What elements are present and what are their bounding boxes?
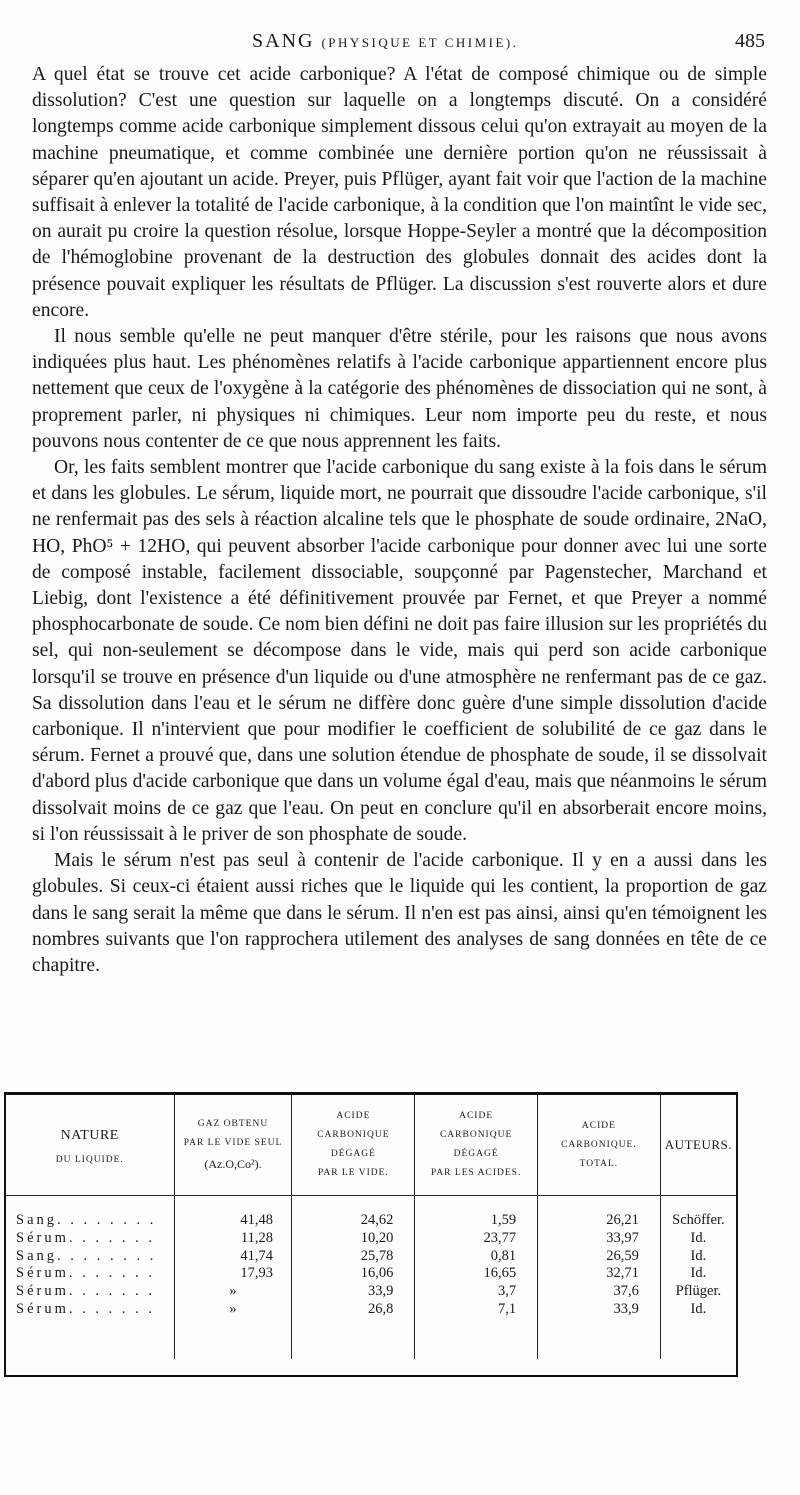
col-header-acide-vide	[292, 1095, 415, 1196]
running-title	[252, 30, 519, 53]
col-header-gaz	[174, 1095, 292, 1196]
header-text: AUTEURS.	[664, 1137, 732, 1152]
table-row	[6, 1283, 736, 1301]
cell-value: 1,59	[490, 1212, 517, 1228]
header-text: NATURE	[60, 1127, 119, 1143]
cell-value: 17,93	[240, 1265, 273, 1282]
paragraph-4: Mais le sérum n'est pas seul à contenir de l'acide carbonique. Il y en a aussi dans les globules. Si ceux-ci étaient aussi riches que le liquide qui les contient, la proportion de gaz dans le sang serait la même que dans le sérum. Il n'en est pas ainsi, ainsi qu'en témoignent les nombres suivants que l'on rapprochera utilement des analyses de sang données en tête de ce chapitre.	[32, 850, 767, 976]
cell-total	[537, 1301, 660, 1359]
cell-acides	[415, 1301, 538, 1359]
cell-nature: Sang. . . . . . . .	[16, 1247, 157, 1264]
header-text: ACIDE	[336, 1111, 371, 1121]
cell-value: 0,81	[490, 1247, 517, 1264]
cell-total	[537, 1283, 660, 1301]
cell-value: 16,65	[483, 1265, 517, 1282]
cell-acides	[415, 1283, 538, 1301]
header-text: DÉGAGÉ	[330, 1149, 376, 1159]
data-table	[6, 1095, 736, 1359]
cell-value: »	[229, 1283, 237, 1300]
body-text	[32, 62, 767, 979]
cell-value: 11,28	[240, 1229, 273, 1246]
cell-gaz	[174, 1230, 292, 1248]
cell-value: 25,78	[360, 1247, 394, 1264]
cell-value: 23,77	[483, 1229, 517, 1246]
page-number: 485	[735, 30, 765, 52]
header-text: DÉGAGÉ	[453, 1149, 499, 1159]
header-text: ACIDE	[459, 1111, 494, 1121]
cell-value: 24,62	[360, 1212, 394, 1228]
cell-gaz	[174, 1283, 292, 1301]
cell-acides	[415, 1196, 538, 1230]
cell-nature: Sérum. . . . . . .	[16, 1283, 155, 1300]
cell-value: 33,9	[613, 1300, 639, 1317]
cell-acides	[415, 1265, 538, 1283]
table-header-row	[6, 1095, 736, 1196]
running-header	[32, 26, 767, 62]
table-row	[6, 1230, 736, 1248]
cell-acides	[415, 1248, 538, 1266]
cell-total	[537, 1248, 660, 1266]
paragraph-2: Il nous semble qu'elle ne peut manquer d'être stérile, pour les raisons que nous avons indiquées plus haut. Les phénomènes relatifs à l'acide carbonique appartiennent encore plus nettement que ceux de l'oxygène à la catégorie des phénomènes de dissociation qui ne sont, à proprement parler, ni physiques ni chimiques. Leur nom importe peu du reste, et nous pouvons nous contenter de ce que nous apprennent les faits.	[32, 326, 767, 452]
cell-value: 3,7	[497, 1283, 517, 1300]
co2-table	[4, 1092, 738, 1377]
table-row	[6, 1196, 736, 1230]
cell-vide	[292, 1230, 415, 1248]
cell-gaz	[174, 1196, 292, 1230]
cell-value: 7,1	[497, 1300, 517, 1317]
header-text: TOTAL.	[579, 1158, 619, 1169]
cell-auteur: Pflüger.	[660, 1283, 736, 1301]
header-text: ACIDE	[581, 1120, 616, 1131]
cell-auteur: Id.	[660, 1230, 736, 1248]
header-text: CARBONIQUE	[439, 1130, 513, 1140]
header-text: PAR LE VIDE.	[317, 1168, 389, 1178]
col-header-auteurs	[660, 1095, 736, 1196]
cell-nature: Sérum. . . . . . .	[16, 1265, 155, 1282]
paragraph-3: Or, les faits semblent montrer que l'acide carbonique du sang existe à la fois dans le sérum et dans les globules. Le sérum, liquide mort, ne pourrait que dissoudre l'acide carbonique, s'il ne renfermait pas des sels à réaction alcaline tels que le phosphate de soude ordinaire, 2NaO, HO, PhO⁵ + 12HO, qui peuvent absorber l'acide carbonique pour donner avec lui une sorte de composé instable, facilement dissociable, soupçonné par Pagenstecher, Marchand et Liebig, dont l'existence a été définitivement prouvée par Fernet, et que Preyer a nommé phosphocarbonate de soude. Ce nom bien défini ne doit pas faire illusion sur les propriétés du sel, qui non-seulement se décompose dans le vide, mais qui perd son acide carbonique lorsqu'il se trouve en présence d'un liquide ou d'une atmosphère ne renfermant pas de ce gaz. Sa dissolution dans l'eau et le sérum ne diffère donc guère d'une simple dissolution d'acide carbonique. Il n'intervient que pour modifier le coefficient de solubilité de ce gaz dans le sérum. Fernet a prouvé que, dans une solution étendue de phosphate de soude, il se dissolvait d'abord plus d'acide carbonique que dans un volume égal d'eau, mais que néanmoins le sérum dissolvait moins de ce gaz que l'eau. On peut en conclure qu'il en absorberait encore moins, si l'on réussissait à le priver de son phosphate de soude.	[32, 457, 767, 845]
table-row	[6, 1265, 736, 1283]
cell-auteur: Id.	[660, 1248, 736, 1266]
header-text: CARBONIQUE	[317, 1130, 390, 1140]
table-row	[6, 1301, 736, 1359]
cell-auteur: Id.	[660, 1265, 736, 1283]
cell-auteur: Schöffer.	[660, 1196, 736, 1230]
header-text: CARBONIQUE.	[561, 1139, 637, 1150]
header-text: DU LIQUIDE.	[55, 1154, 124, 1165]
running-title-main: SANG	[252, 30, 315, 52]
cell-value: 33,9	[367, 1283, 394, 1300]
cell-value: 26,8	[367, 1300, 394, 1317]
cell-value: 16,06	[360, 1265, 394, 1282]
header-text: (Az.O,Co²).	[204, 1157, 262, 1171]
header-text: GAZ OBTENU	[197, 1119, 269, 1129]
cell-gaz	[174, 1248, 292, 1266]
cell-value: 33,97	[606, 1229, 639, 1246]
header-text: PAR LES ACIDES.	[430, 1168, 522, 1178]
running-title-subtitle: (PHYSIQUE ET CHIMIE).	[321, 35, 519, 50]
cell-value: 41,74	[240, 1247, 273, 1264]
cell-nature: Sérum. . . . . . .	[16, 1229, 155, 1246]
cell-nature: Sérum. . . . . . .	[16, 1300, 155, 1317]
cell-value: 32,71	[606, 1265, 639, 1282]
cell-value: 37,6	[613, 1283, 639, 1300]
table-row	[6, 1248, 736, 1266]
page	[32, 26, 767, 979]
cell-vide	[292, 1248, 415, 1266]
cell-vide	[292, 1265, 415, 1283]
cell-value: 10,20	[360, 1229, 394, 1246]
cell-vide	[292, 1301, 415, 1359]
col-header-acide-acides	[415, 1095, 538, 1196]
cell-value: 26,21	[606, 1212, 639, 1228]
cell-gaz	[174, 1265, 292, 1283]
cell-value: 26,59	[606, 1247, 639, 1264]
cell-total	[537, 1196, 660, 1230]
header-text: PAR LE VIDE SEUL	[183, 1138, 283, 1148]
cell-value: »	[229, 1300, 237, 1317]
cell-total	[537, 1230, 660, 1248]
cell-value: 41,48	[240, 1212, 273, 1228]
cell-gaz	[174, 1301, 292, 1359]
col-header-nature	[6, 1095, 174, 1196]
cell-vide	[292, 1196, 415, 1230]
cell-acides	[415, 1230, 538, 1248]
cell-vide	[292, 1283, 415, 1301]
cell-total	[537, 1265, 660, 1283]
col-header-acide-total	[537, 1095, 660, 1196]
paragraph-1: A quel état se trouve cet acide carbonique? A l'état de composé chimique ou de simple dissolution? C'est une question sur laquelle on a longtemps discuté. On a considéré longtemps comme acide carbonique simplement dissous celui qu'on extrayait au moyen de la machine pneumatique, et comme combinée une dernière portion qu'on ne réussissait à séparer qu'en ajoutant un acide. Preyer, puis Pflüger, ayant fait voir que l'action de la machine suffisait à enlever la totalité de l'acide carbonique, à la condition que l'on maintînt le vide sec, on aurait pu croire la question résolue, lorsque Hoppe-Seyler a montré que la décomposition de l'hémoglobine provenant de la destruction des globules donnait des acides dont la présence pouvait expliquer les résultats de Pflüger. La discussion s'est rouverte alors et dure encore.	[32, 64, 767, 321]
cell-nature: Sang. . . . . . . .	[16, 1212, 157, 1228]
cell-auteur: Id.	[660, 1301, 736, 1359]
